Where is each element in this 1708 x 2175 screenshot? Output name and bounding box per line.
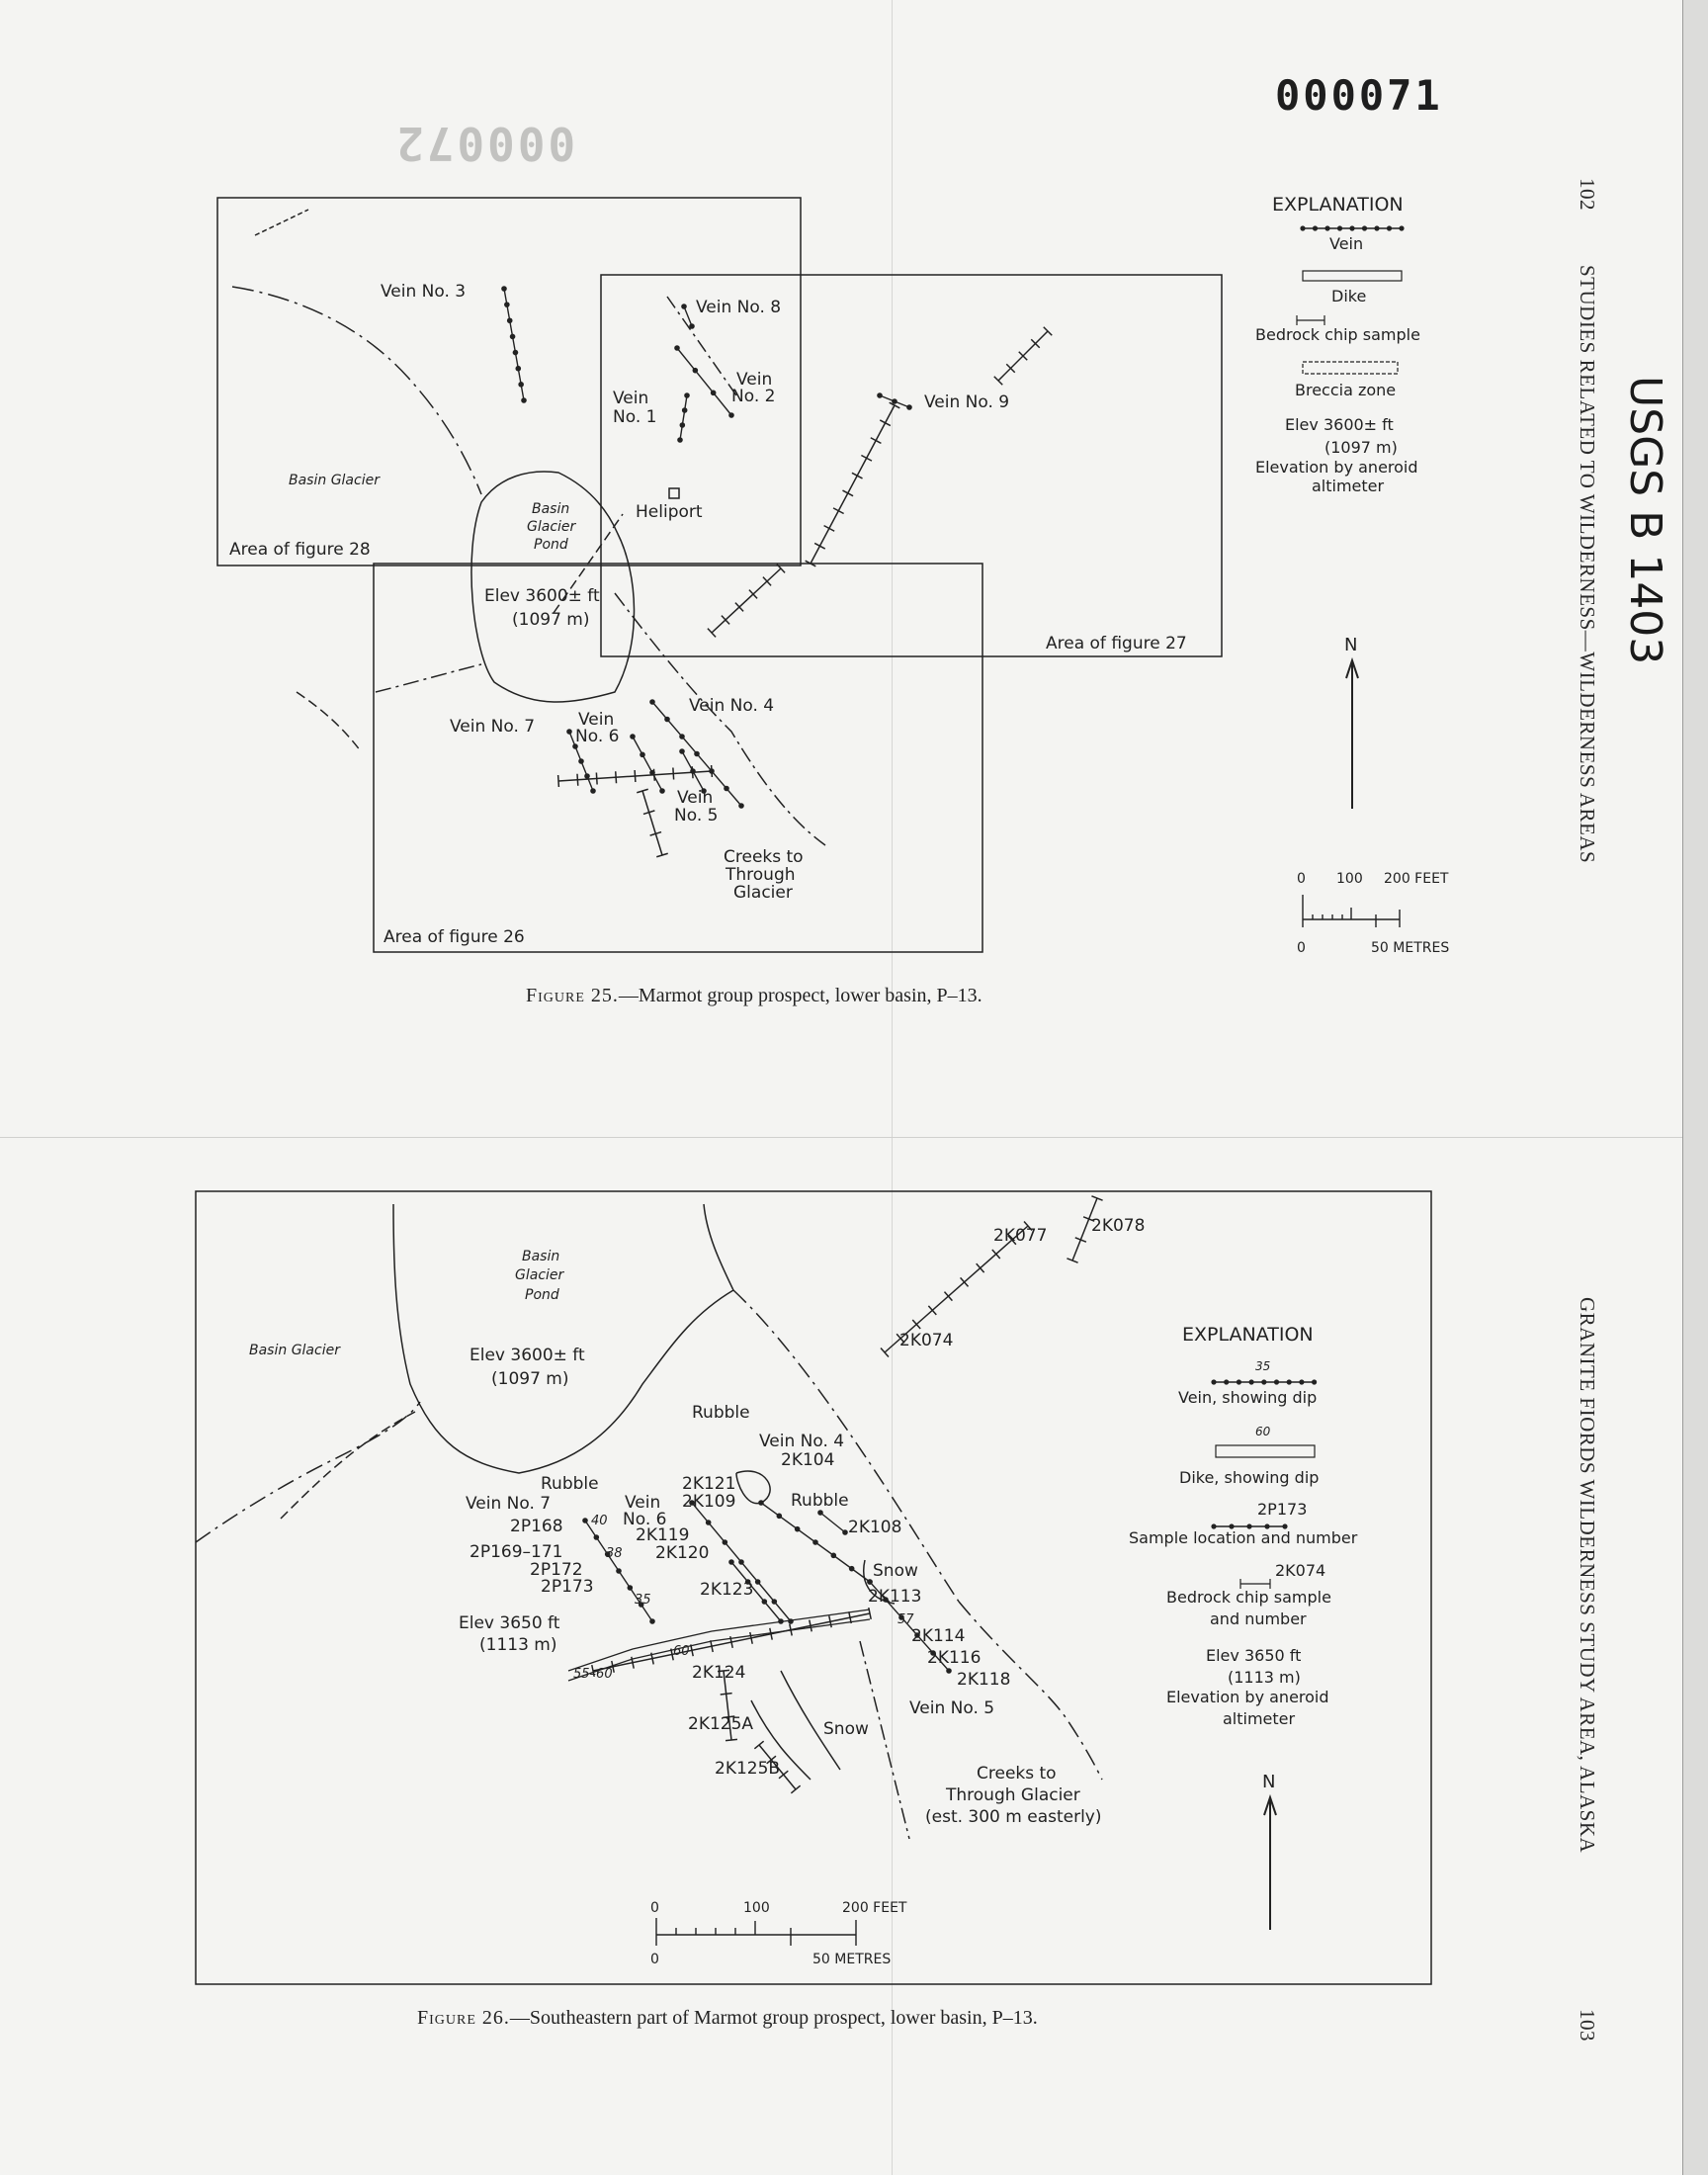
fig26-label-vein6a: Vein	[625, 1493, 661, 1513]
fig26-scale-t0: 0	[650, 1900, 659, 1916]
fig26-dike-k124-tick	[726, 1739, 737, 1740]
fig26-label-p173: 2P173	[541, 1577, 594, 1597]
fig26-label-k078: 2K078	[1091, 1216, 1146, 1236]
fig26-explanation	[1129, 1324, 1358, 1728]
fig25-label-area28: Area of figure 28	[229, 540, 371, 560]
fig26-vein6-dot	[706, 1520, 712, 1525]
fig26-vein4-dot	[795, 1526, 801, 1532]
fig26-vein4-dot	[777, 1514, 783, 1520]
fig25-scale-t0: 0	[1297, 871, 1306, 887]
fig25-label-area26: Area of figure 26	[384, 927, 525, 947]
fig25-label-vein9: Vein No. 9	[924, 392, 1010, 412]
fig25-label-vein7: Vein No. 7	[450, 717, 536, 737]
fig25-label-vein3: Vein No. 3	[381, 282, 467, 302]
fig26-label-d35: 35	[635, 1593, 651, 1608]
fig26-label-snow2: Snow	[823, 1719, 869, 1739]
fig26-label-k113: 2K113	[868, 1587, 922, 1607]
fig26-label-pond3: Pond	[525, 1287, 559, 1303]
fig26-scale-m0: 0	[650, 1952, 659, 1967]
fig26-legend-elev3: Elevation by aneroid	[1166, 1688, 1329, 1706]
page-stamp: 000071	[1275, 71, 1443, 120]
handwritten-note: USGS B 1403	[1620, 376, 1670, 665]
fig26-label-d60: 60	[673, 1644, 690, 1659]
fig25-label-elev1: Elev 3600± ft	[484, 586, 600, 606]
fig26-vein7-dot	[594, 1534, 600, 1540]
fig26-label-k077: 2K077	[993, 1226, 1048, 1246]
fig26-vein5-dot	[946, 1668, 952, 1674]
figure26-caption-text: —Southeastern part of Marmot group prospect, lower basin, P–13.	[509, 2007, 1038, 2029]
fig25-legend-elev4: altimeter	[1312, 477, 1385, 495]
fig26-legend-vein-dot	[1237, 1379, 1241, 1384]
fig26-legend-vein-dip: 35	[1255, 1359, 1271, 1373]
fig26-scale-t100: 100	[743, 1900, 770, 1916]
fig26-label-k114: 2K114	[911, 1626, 966, 1646]
fig26-dike-k124-tick	[721, 1694, 732, 1695]
fig26-label-k125b: 2K125B	[715, 1759, 781, 1779]
fig25-scale-t100: 100	[1336, 871, 1363, 887]
fig26-label-k125a: 2K125A	[688, 1714, 754, 1734]
fig26-vein4-dot	[849, 1566, 855, 1572]
fig26-legend-vein-dot	[1287, 1379, 1292, 1384]
fig26-pond-outline	[393, 1204, 733, 1473]
fig26-vein6-dot	[772, 1599, 778, 1605]
fig25-label-pond3: Pond	[534, 537, 568, 553]
fig26-label-elev3: Elev 3650 ft	[459, 1613, 560, 1633]
fig25-label-vein5a: Vein	[677, 788, 714, 808]
figure25-caption-text: —Marmot group prospect, lower basin, P–13.	[618, 985, 982, 1006]
fig26-legend-dike-symbol	[1216, 1445, 1315, 1457]
fig26-label-k123: 2K123	[700, 1580, 754, 1600]
fig26-scale-t200: 200 FEET	[842, 1900, 907, 1916]
running-head-bottom: GRANITE FIORDS WILDERNESS STUDY AREA, ALASKA	[1576, 1297, 1599, 1854]
fig26-label-d57: 57	[897, 1612, 914, 1627]
fig25-legend-breccia: Breccia zone	[1295, 381, 1397, 399]
fig26-label-vein6b: No. 6	[623, 1510, 667, 1529]
figure25-caption-label: Figure 25.	[526, 985, 619, 1006]
fig26-label-pond1: Basin	[522, 1249, 560, 1264]
fig26-legend-vein-dot	[1249, 1379, 1254, 1384]
fig26-label-creeks3: (est. 300 m easterly)	[925, 1807, 1102, 1827]
fig26-label-creeks1: Creeks to	[977, 1764, 1057, 1784]
fig25-label-pond1: Basin	[532, 501, 570, 517]
fig26-scale-ticks	[656, 1918, 856, 1946]
fig26-vein-a-dot	[778, 1618, 784, 1624]
fig25-label-vein6b: No. 6	[575, 727, 620, 746]
fig25-label-creeks2: Through	[726, 865, 796, 885]
fig25-label-creeks1: Creeks to	[724, 847, 804, 867]
fig26-label-k116: 2K116	[927, 1648, 982, 1668]
fig26-vein6-dot	[755, 1579, 761, 1585]
fig26-dike-k125-tick	[754, 1741, 763, 1749]
fig26-legend-sample: Sample location and number	[1129, 1528, 1358, 1547]
fig26-label-k121: 2K121	[682, 1474, 736, 1494]
fig25-legend-elev3: Elevation by aneroid	[1255, 458, 1418, 477]
fig26-label-p168: 2P168	[510, 1517, 563, 1536]
fig26-label-p169: 2P169–171	[470, 1542, 563, 1562]
fig25-label-vein2a: Vein	[736, 370, 773, 390]
fig26-vein-b-dot	[817, 1510, 823, 1516]
fig26-label-vein7: Vein No. 7	[466, 1494, 552, 1514]
fig26-explanation-title: EXPLANATION	[1182, 1324, 1314, 1346]
fig26-legend-dike-dip: 60	[1255, 1425, 1271, 1438]
fig25-label-heliport: Heliport	[636, 502, 703, 522]
fig26-legend-chip2: and number	[1210, 1610, 1307, 1628]
ghost-stamp: 000072	[393, 117, 576, 170]
fig26-vein4-dot	[812, 1539, 818, 1545]
fig25-explanation-title: EXPLANATION	[1272, 194, 1404, 216]
fig26-vein7-dot	[649, 1618, 655, 1624]
fig26-label-d38: 38	[606, 1546, 623, 1561]
fig26-pond-outline-north	[704, 1204, 733, 1290]
fig25-label-basin-glacier: Basin Glacier	[289, 473, 380, 488]
fig26-creek-south	[860, 1641, 909, 1839]
fig25-scale-m0: 0	[1297, 940, 1306, 956]
fig26-creek-west	[281, 1412, 415, 1519]
fig26-label-k118: 2K118	[957, 1670, 1011, 1690]
fig25-label-creeks3: Glacier	[733, 883, 793, 903]
fig26-label-d40: 40	[591, 1514, 608, 1528]
fig26-label-snow1: Snow	[873, 1561, 918, 1581]
fig26-legend-vein-dot	[1312, 1379, 1317, 1384]
page-number-bottom: 103	[1576, 2009, 1599, 2042]
fig25-label-vein1b: No. 1	[613, 407, 657, 427]
fig26-vein-b-dot	[842, 1529, 848, 1535]
fig26-label-k074: 2K074	[899, 1331, 954, 1350]
fig26-dike-k125-tick	[779, 1771, 788, 1779]
fig25-label-vein8: Vein No. 8	[696, 298, 782, 317]
fig25-label-vein4: Vein No. 4	[689, 696, 775, 716]
fig26-label-k109: 2K109	[682, 1492, 736, 1512]
fig25-scale-m50: 50 METRES	[1371, 940, 1450, 956]
figure26-caption-label: Figure 26.	[417, 2007, 510, 2029]
fig26-label-k119: 2K119	[636, 1525, 690, 1545]
fig26-label-creeks2: Through Glacier	[946, 1785, 1080, 1805]
fig26-legend-vein-dot	[1261, 1379, 1266, 1384]
fig26-vein-a-dot	[728, 1559, 734, 1565]
fig26-north-label: N	[1262, 1772, 1276, 1792]
fig26-label-elev4: (1113 m)	[479, 1635, 557, 1655]
fig25-label-vein2b: No. 2	[731, 387, 776, 406]
fig26-vein6-dot	[788, 1618, 794, 1624]
fig26-label-rubble2: Rubble	[541, 1474, 599, 1494]
fig26-vein-b-line	[820, 1513, 845, 1532]
fig26-label-k104: 2K104	[781, 1450, 835, 1470]
fig26-legend-vein-dot	[1274, 1379, 1279, 1384]
fig25-label-vein5b: No. 5	[674, 806, 719, 826]
fig25-label-pond2: Glacier	[527, 519, 576, 535]
fig25-legend-vein: Vein	[1329, 234, 1364, 253]
fig25-scale-t200: 200 FEET	[1384, 871, 1449, 887]
fig26-vein7-dot	[582, 1518, 588, 1523]
fig26-legend-vein-dot	[1299, 1379, 1304, 1384]
fig26-scale-m50: 50 METRES	[812, 1952, 892, 1967]
fig26-legend-vein: Vein, showing dip	[1178, 1388, 1318, 1407]
page-number-top: 102	[1576, 178, 1599, 211]
fig25-label-vein6a: Vein	[578, 710, 615, 730]
fig25-legend-elev2: (1097 m)	[1324, 438, 1398, 457]
fig26-label-p172: 2P172	[530, 1560, 583, 1580]
fig25-label-elev2: (1097 m)	[512, 610, 590, 630]
fig26-label-rubble1: Rubble	[692, 1403, 750, 1423]
fig26-vein5-dot	[867, 1579, 873, 1585]
fig26-legend-dike: Dike, showing dip	[1179, 1468, 1320, 1487]
fig26-legend-chip1: Bedrock chip sample	[1166, 1588, 1331, 1607]
fig26-legend-vein-dot	[1211, 1379, 1216, 1384]
fig26-label-vein5: Vein No. 5	[909, 1698, 995, 1718]
fig26-label-k108: 2K108	[848, 1518, 902, 1537]
fig26-label-k120: 2K120	[655, 1543, 710, 1563]
fig26-legend-elev2: (1113 m)	[1228, 1668, 1301, 1687]
fig25-north-label: N	[1344, 635, 1358, 655]
fig26-dike-k125-tick	[791, 1785, 800, 1793]
fig26-north-arrow	[1262, 1772, 1276, 1930]
fig26-glacier-west	[196, 1402, 420, 1542]
fig26-vein7-dot	[628, 1585, 634, 1591]
fig26-legend-elev4: altimeter	[1223, 1709, 1296, 1728]
fig26-label-elev1: Elev 3600± ft	[470, 1346, 585, 1365]
fig26-creek-east	[959, 1602, 1102, 1780]
fig26-label-vein4: Vein No. 4	[759, 1432, 845, 1451]
fig25-legend-chip: Bedrock chip sample	[1255, 325, 1420, 344]
fig26-vein4-dot	[831, 1553, 837, 1559]
fig26-vein-a-dot	[762, 1599, 768, 1605]
fig26-label-pond2: Glacier	[515, 1267, 564, 1283]
fig25-label-area27: Area of figure 27	[1046, 634, 1187, 653]
fig26-label-k124: 2K124	[692, 1663, 746, 1683]
fig25-label-vein1a: Vein	[613, 389, 649, 408]
fig26-legend-chip-num: 2K074	[1275, 1561, 1326, 1580]
fig26-legend-sample-num: 2P173	[1257, 1500, 1308, 1519]
fig26-label-d5560: 55–60	[573, 1667, 613, 1682]
fig26-scale-bar	[650, 1900, 907, 1967]
fig26-vein6-dot	[738, 1559, 744, 1565]
fig26-legend-vein-dot	[1224, 1379, 1229, 1384]
fig26-label-elev2: (1097 m)	[491, 1369, 569, 1389]
fig26-vein6-dot	[723, 1539, 728, 1545]
fig25-legend-elev1: Elev 3600± ft	[1285, 415, 1394, 434]
fig26-label-basin-glacier: Basin Glacier	[249, 1343, 340, 1358]
fig26-legend-elev1: Elev 3650 ft	[1206, 1646, 1302, 1665]
running-head-top: STUDIES RELATED TO WILDERNESS—WILDERNESS AREAS	[1576, 265, 1599, 864]
fig26-vein4-dot	[758, 1500, 764, 1506]
fig26-vein7-dot	[616, 1568, 622, 1574]
fig25-legend-dike: Dike	[1331, 287, 1367, 305]
fig26-label-rubble3: Rubble	[791, 1491, 849, 1511]
fig26-rubble-loop	[736, 1471, 770, 1504]
